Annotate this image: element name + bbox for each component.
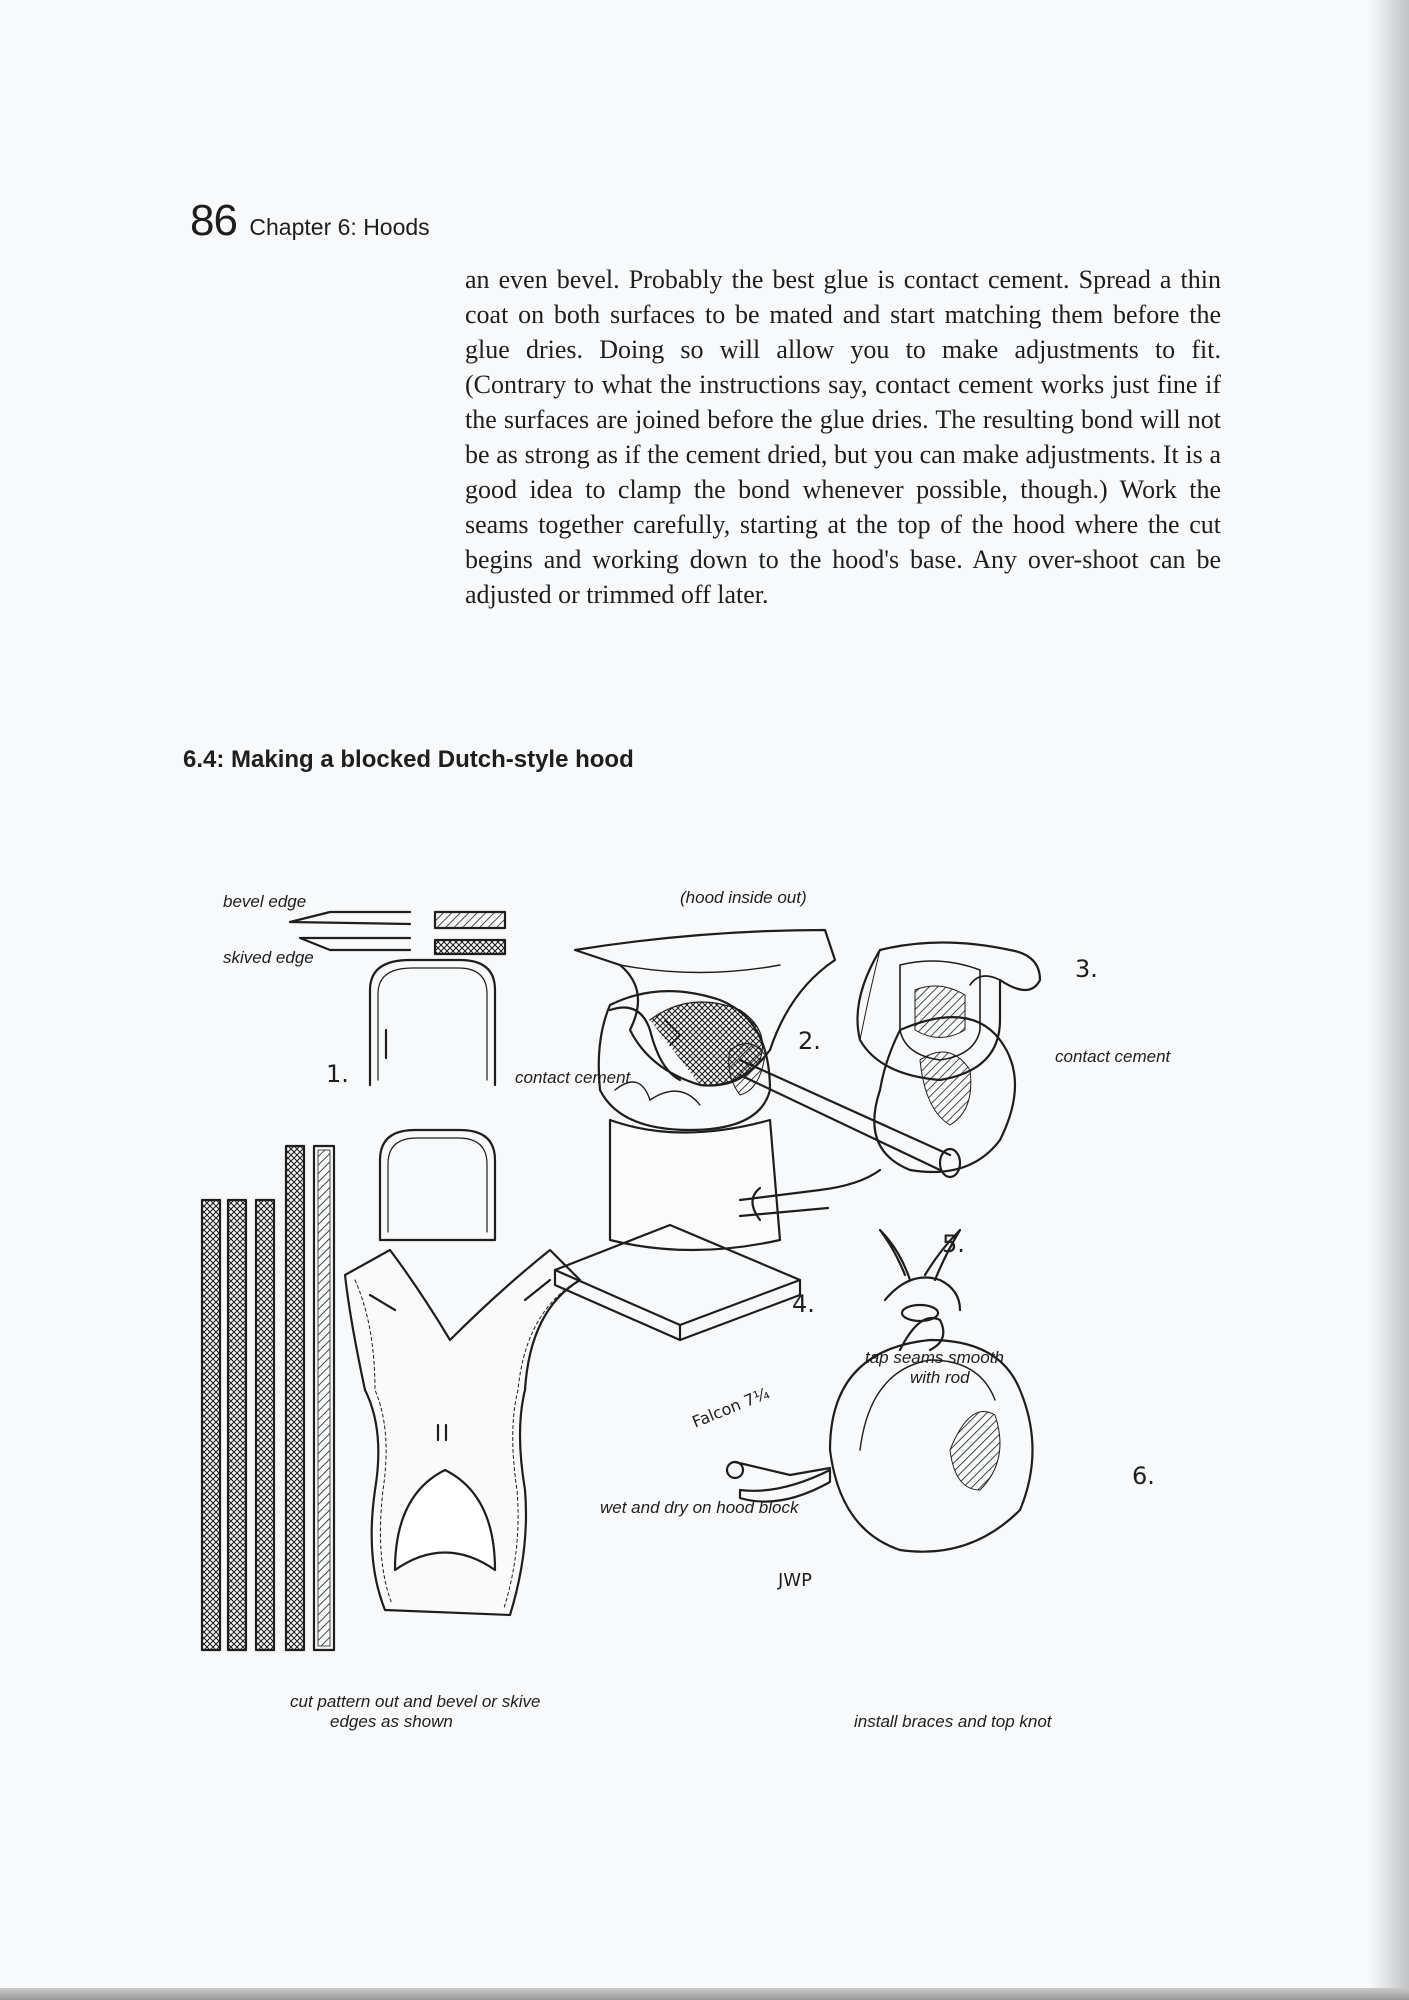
label-install-braces: install braces and top knot <box>854 1712 1052 1731</box>
hood-body-pattern <box>345 1250 580 1615</box>
label-bevel-edge: bevel edge <box>223 892 307 911</box>
step-2-number: 2. <box>798 1027 821 1055</box>
label-tap-seams: tap seams smooth <box>865 1348 1004 1367</box>
chapter-title: Chapter 6: Hoods <box>249 214 430 240</box>
paragraph-text: an even bevel. Probably the best glue is contact cement. Spread a thin coat on both surfaces to be mated and start matching them before the glue dries. Doing so will allow you to make adjustments to fit. (Contrary to what the instructions say, contact cement works just fine if the surfaces are joined before the glue dries. The resulting bond will not be as strong as if the cement dried, but you can make adjustments. It is a good idea to clamp the bond whenever possible, though.) Work the seams together carefully, starting at the top of the hood where the cut begins and working down to the hood's base. Any over-shoot can be adjusted or trimmed off later. <box>465 265 1221 609</box>
label-hood-inside-out: (hood inside out) <box>680 888 807 907</box>
hood-drawing <box>180 870 1230 1750</box>
crown-pattern-top <box>370 960 495 1085</box>
brace-strips <box>202 1146 334 1650</box>
edge-samples <box>290 912 505 954</box>
step-4-number: 4. <box>792 1290 815 1318</box>
label-wet-and-dry: wet and dry on hood block <box>600 1498 799 1517</box>
step-1-number: 1. <box>326 1060 349 1088</box>
label-skived-edge: skived edge <box>223 948 314 967</box>
running-header <box>190 196 430 246</box>
page-edge-shadow <box>1369 0 1409 2000</box>
step-6-number: 6. <box>1132 1462 1155 1490</box>
crown-pattern-bottom <box>380 1130 495 1240</box>
hood-inside-out <box>575 930 835 1086</box>
label-cut-pattern-line1: cut pattern out and bevel or skive <box>290 1692 541 1711</box>
body-paragraph <box>465 262 1221 612</box>
page-number: 86 <box>190 196 237 245</box>
step-5-number: 5. <box>942 1230 965 1258</box>
label-contact-cement-right: contact cement <box>1055 1047 1171 1066</box>
section-heading: 6.4: Making a blocked Dutch-style hood <box>183 746 634 773</box>
label-cut-pattern-line2: edges as shown <box>330 1712 453 1731</box>
tap-seams-with-rod <box>740 1017 1015 1220</box>
hood-illustration <box>180 870 1230 1750</box>
label-with-rod: with rod <box>910 1368 970 1387</box>
scan-bottom-edge <box>0 1988 1409 2000</box>
hood-block-label: Falcon 7¹⁄₄ <box>689 1383 773 1432</box>
artist-signature: JWP <box>778 1570 812 1591</box>
step-3-number: 3. <box>1075 955 1098 983</box>
label-contact-cement-left: contact cement <box>515 1068 631 1087</box>
